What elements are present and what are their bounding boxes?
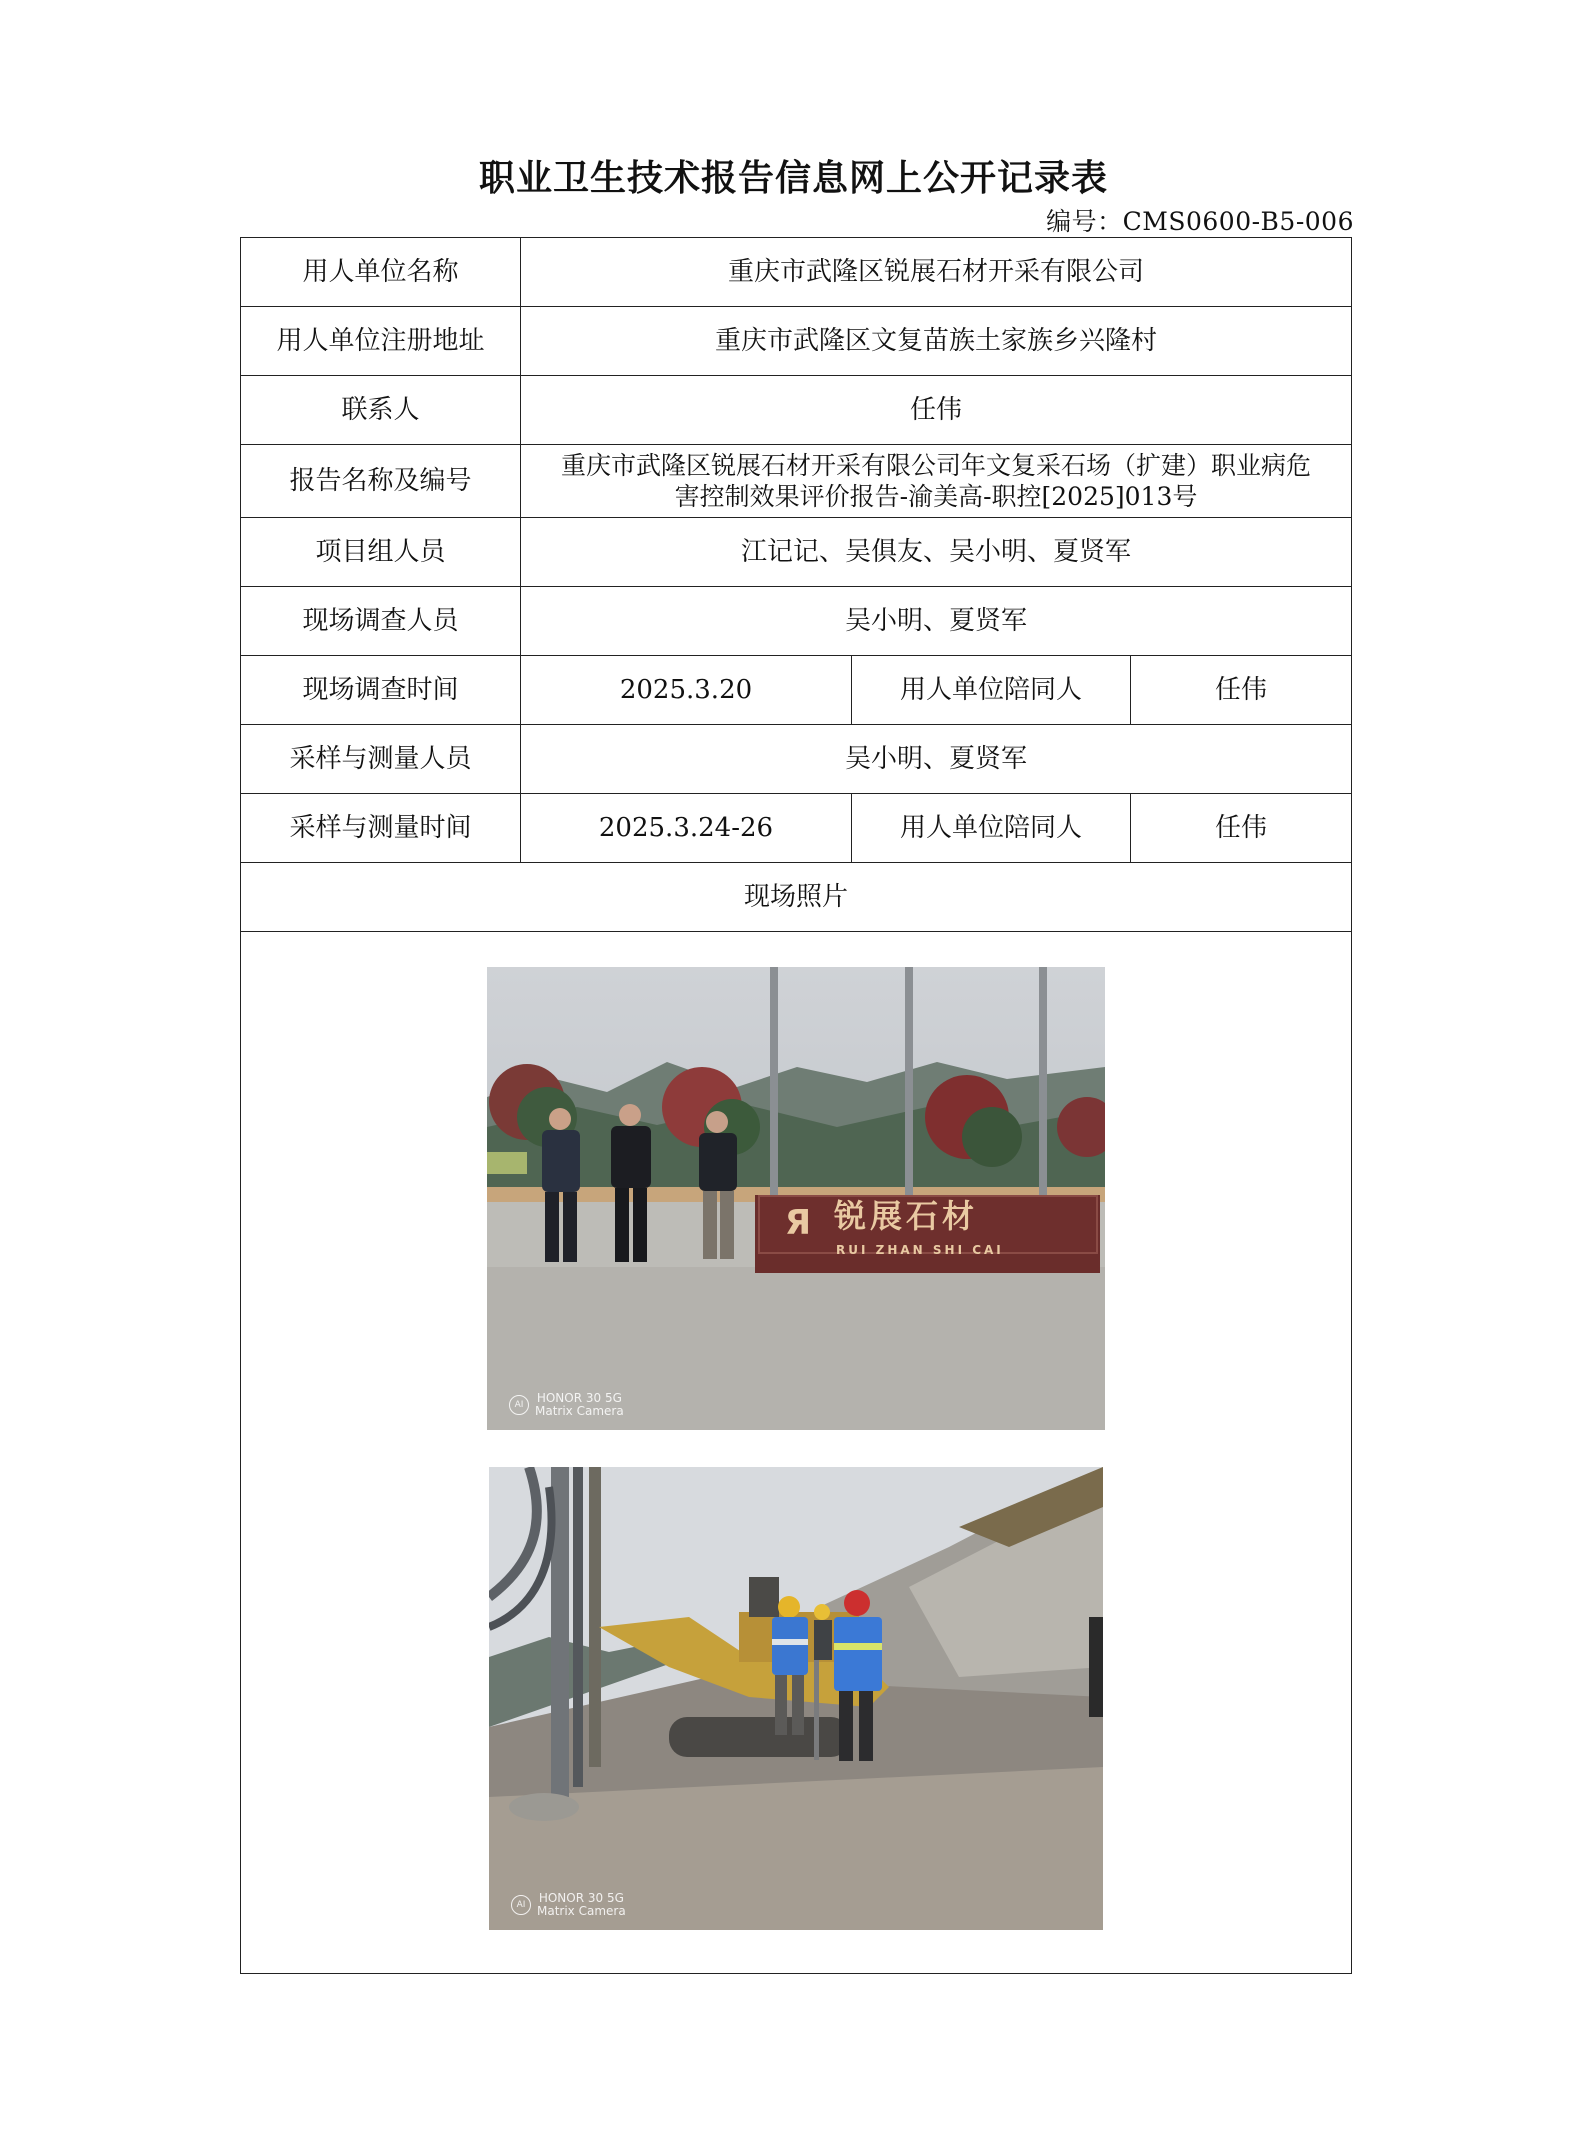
value-team: 江记记、吴俱友、吴小明、夏贤军 — [521, 518, 1352, 587]
row-unit-name — [241, 238, 1352, 307]
site-photo-2 — [489, 1467, 1103, 1930]
camera-watermark — [509, 1392, 624, 1418]
value-survey-staff: 吴小明、夏贤军 — [521, 587, 1352, 656]
row-contact — [241, 376, 1352, 445]
value-survey-companion: 任伟 — [1131, 656, 1352, 725]
row-photos — [241, 932, 1352, 1974]
watermark-line1-2: HONOR 30 5G — [538, 1891, 624, 1905]
value-unit-name: 重庆市武隆区锐展石材开采有限公司 — [521, 238, 1352, 307]
label-contact: 联系人 — [241, 376, 521, 445]
sign-text-en: RUI ZHAN SHI CAI — [836, 1243, 1004, 1257]
photos-cell — [241, 932, 1352, 1974]
label-survey-companion: 用人单位陪同人 — [852, 656, 1131, 725]
ai-camera-icon-2: AI — [511, 1895, 531, 1915]
row-team — [241, 518, 1352, 587]
label-survey-time: 现场调查时间 — [241, 656, 521, 725]
site-photo-1 — [487, 967, 1105, 1430]
document-number: 编号：CMS0600-B5-006 — [1046, 207, 1354, 236]
watermark-line2-2: Matrix Camera — [537, 1904, 626, 1918]
row-sampling-time — [241, 794, 1352, 863]
label-unit-name: 用人单位名称 — [241, 238, 521, 307]
label-unit-address: 用人单位注册地址 — [241, 307, 521, 376]
value-sampling-staff: 吴小明、夏贤军 — [521, 725, 1352, 794]
row-report — [241, 445, 1352, 518]
label-sampling-staff: 采样与测量人员 — [241, 725, 521, 794]
label-survey-staff: 现场调查人员 — [241, 587, 521, 656]
ai-camera-icon: AI — [509, 1395, 529, 1415]
label-sampling-companion: 用人单位陪同人 — [852, 794, 1131, 863]
value-sampling-time: 2025.3.24-26 — [521, 794, 852, 863]
value-report — [521, 445, 1352, 518]
value-survey-time: 2025.3.20 — [521, 656, 852, 725]
company-sign — [758, 1195, 1098, 1257]
company-logo: Я — [784, 1203, 812, 1243]
watermark-line1: HONOR 30 5G — [536, 1391, 622, 1405]
sign-text-cn: 锐展石材 — [834, 1197, 979, 1235]
row-survey-time — [241, 656, 1352, 725]
photos-header: 现场照片 — [241, 863, 1352, 932]
row-unit-address — [241, 307, 1352, 376]
site-photo-2-image — [489, 1467, 1103, 1930]
value-report-line1: 重庆市武隆区锐展石材开采有限公司年文复采石场（扩建）职业病危 — [560, 451, 1311, 480]
row-photos-header — [241, 863, 1352, 932]
camera-watermark-2 — [511, 1892, 626, 1918]
page-title: 职业卫生技术报告信息网上公开记录表 — [478, 157, 1108, 199]
row-sampling-staff — [241, 725, 1352, 794]
label-report: 报告名称及编号 — [241, 445, 521, 518]
label-sampling-time: 采样与测量时间 — [241, 794, 521, 863]
row-survey-staff — [241, 587, 1352, 656]
value-contact: 任伟 — [521, 376, 1352, 445]
record-table — [240, 237, 1352, 1974]
label-team: 项目组人员 — [241, 518, 521, 587]
value-unit-address: 重庆市武隆区文复苗族土家族乡兴隆村 — [521, 307, 1352, 376]
watermark-line2: Matrix Camera — [535, 1404, 624, 1418]
value-sampling-companion: 任伟 — [1131, 794, 1352, 863]
value-report-line2: 害控制效果评价报告-渝美高-职控[2025]013号 — [674, 482, 1198, 511]
